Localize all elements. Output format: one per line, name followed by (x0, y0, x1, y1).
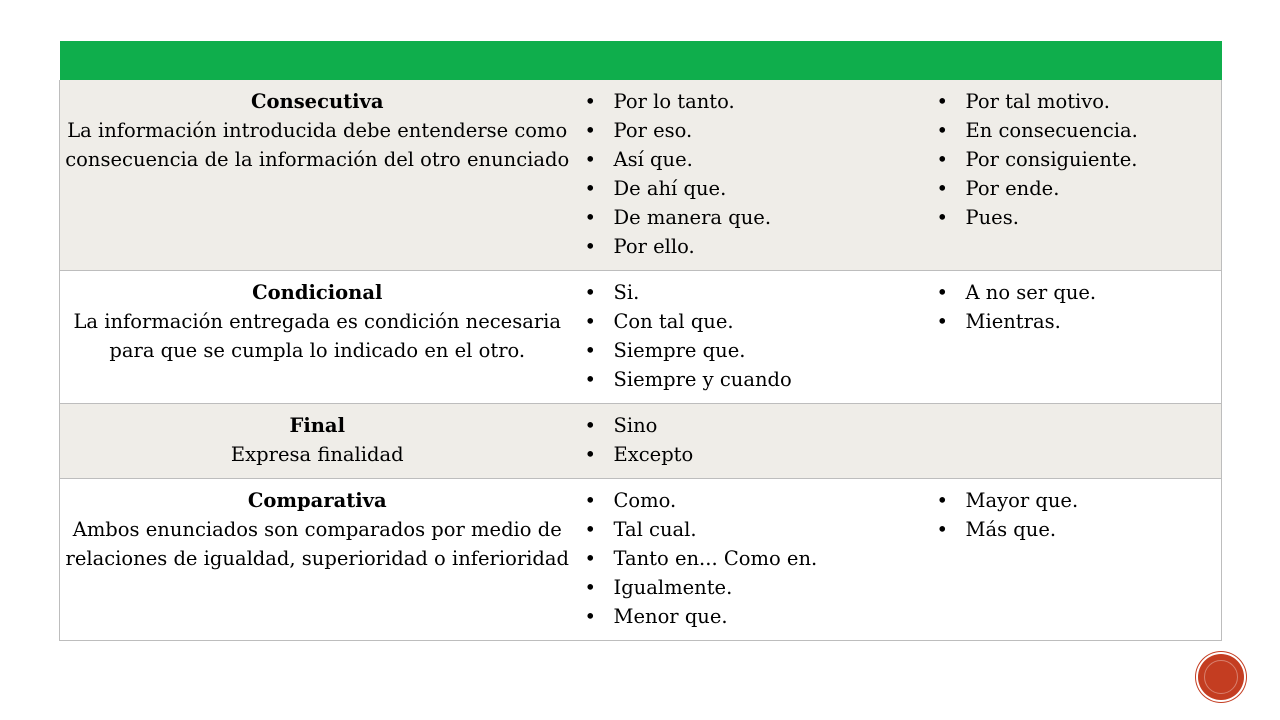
list-item (937, 486, 1222, 515)
row-comparativa (60, 479, 1222, 641)
bullet-icon: • (584, 518, 597, 541)
bullet-icon: • (584, 90, 597, 113)
slide-badge-icon (1198, 654, 1244, 700)
connector-text: Mayor que. (965, 489, 1079, 512)
connector-text: Tal cual. (613, 518, 697, 541)
connector-text: A no ser que. (965, 281, 1097, 304)
bullet-icon: • (584, 235, 597, 258)
connector-text: Por ello. (613, 235, 695, 258)
list-item (937, 307, 1222, 336)
header-cell-2 (575, 41, 927, 80)
bullet-icon: • (936, 489, 949, 512)
bullet-icon: • (936, 206, 949, 229)
description-cell (60, 404, 575, 479)
list-item (585, 116, 927, 145)
connector-text: Como. (613, 489, 677, 512)
bullet-icon: • (584, 547, 597, 570)
bullet-icon: • (584, 119, 597, 142)
connector-text: Con tal que. (613, 310, 734, 333)
list-item (585, 278, 927, 307)
connector-text: De ahí que. (613, 177, 727, 200)
list-item (585, 87, 927, 116)
connector-text: Por tal motivo. (965, 90, 1110, 113)
list-item (585, 203, 927, 232)
connector-text: Siempre que. (613, 339, 746, 362)
connector-text: Excepto (613, 443, 694, 466)
list-item (937, 203, 1222, 232)
connector-text: Por lo tanto. (613, 90, 735, 113)
bullet-icon: • (584, 281, 597, 304)
bullet-icon: • (584, 414, 597, 437)
list-item (585, 307, 927, 336)
description-cell (60, 271, 575, 404)
connectors-cell-b (927, 271, 1222, 404)
connector-text: Más que. (965, 518, 1057, 541)
list-item (585, 411, 927, 440)
bullet-icon: • (584, 605, 597, 628)
connector-list (575, 411, 927, 469)
connector-text: Por ende. (965, 177, 1060, 200)
bullet-icon: • (584, 339, 597, 362)
connector-list (927, 87, 1222, 232)
connector-list (927, 278, 1222, 336)
list-item (585, 365, 927, 394)
connector-text: Tanto en... Como en. (613, 547, 818, 570)
connectors-cell-b (927, 404, 1222, 479)
list-item (585, 573, 927, 602)
connector-type-description: Ambos enunciados son comparados por medio de relaciones de igualdad, superioridad o inferioridad (65, 518, 569, 570)
connector-type-title: Final (289, 414, 345, 437)
connector-type-description: La información entregada es condición necesaria para que se cumpla lo indicado en el otro. (73, 310, 562, 362)
bullet-icon: • (584, 177, 597, 200)
list-item (937, 278, 1222, 307)
badge-ring (1204, 660, 1238, 694)
connectors-cell-a (575, 479, 927, 641)
row-condicional (60, 271, 1222, 404)
connector-text: Igualmente. (613, 576, 733, 599)
connector-type-title: Condicional (252, 281, 383, 304)
connector-text: Por consiguiente. (965, 148, 1138, 171)
list-item (585, 602, 927, 631)
bullet-icon: • (936, 119, 949, 142)
connector-text: Así que. (613, 148, 693, 171)
list-item (585, 336, 927, 365)
connector-text: Siempre y cuando (613, 368, 792, 391)
bullet-icon: • (584, 206, 597, 229)
bullet-icon: • (584, 489, 597, 512)
connector-text: Mientras. (965, 310, 1061, 333)
row-consecutiva (60, 80, 1222, 271)
connector-text: De manera que. (613, 206, 772, 229)
connector-text: Menor que. (613, 605, 728, 628)
bullet-icon: • (936, 90, 949, 113)
connector-type-title: Comparativa (247, 489, 387, 512)
connector-list (927, 486, 1222, 544)
connector-list (575, 486, 927, 631)
bullet-icon: • (936, 148, 949, 171)
list-item (937, 174, 1222, 203)
bullet-icon: • (936, 518, 949, 541)
list-item (937, 515, 1222, 544)
bullet-icon: • (936, 310, 949, 333)
connectors-cell-a (575, 404, 927, 479)
bullet-icon: • (584, 576, 597, 599)
bullet-icon: • (584, 368, 597, 391)
table-header-row (60, 41, 1222, 80)
connector-type-description: La información introducida debe entenderse como consecuencia de la información del otro enunciado (65, 119, 570, 171)
connector-text: Sino (613, 414, 658, 437)
list-item (585, 232, 927, 261)
description-cell (60, 80, 575, 271)
bullet-icon: • (584, 310, 597, 333)
connector-list (575, 278, 927, 394)
connectors-cell-b (927, 80, 1222, 271)
list-item (585, 440, 927, 469)
connector-type-description: Expresa finalidad (230, 443, 404, 466)
list-item (937, 116, 1222, 145)
header-cell-3 (927, 41, 1222, 80)
connectors-cell-a (575, 271, 927, 404)
connector-type-title: Consecutiva (250, 90, 384, 113)
list-item (585, 544, 927, 573)
list-item (585, 515, 927, 544)
header-cell-1 (60, 41, 575, 80)
connector-text: Por eso. (613, 119, 693, 142)
connectors-cell-b (927, 479, 1222, 641)
connector-text: Si. (613, 281, 640, 304)
list-item (585, 145, 927, 174)
bullet-icon: • (936, 177, 949, 200)
connector-list (575, 87, 927, 261)
connectors-cell-a (575, 80, 927, 271)
connector-text: En consecuencia. (965, 119, 1138, 142)
connectors-table (59, 41, 1222, 641)
list-item (937, 87, 1222, 116)
row-final (60, 404, 1222, 479)
list-item (585, 174, 927, 203)
list-item (937, 145, 1222, 174)
bullet-icon: • (936, 281, 949, 304)
connector-text: Pues. (965, 206, 1019, 229)
description-cell (60, 479, 575, 641)
list-item (585, 486, 927, 515)
bullet-icon: • (584, 443, 597, 466)
bullet-icon: • (584, 148, 597, 171)
